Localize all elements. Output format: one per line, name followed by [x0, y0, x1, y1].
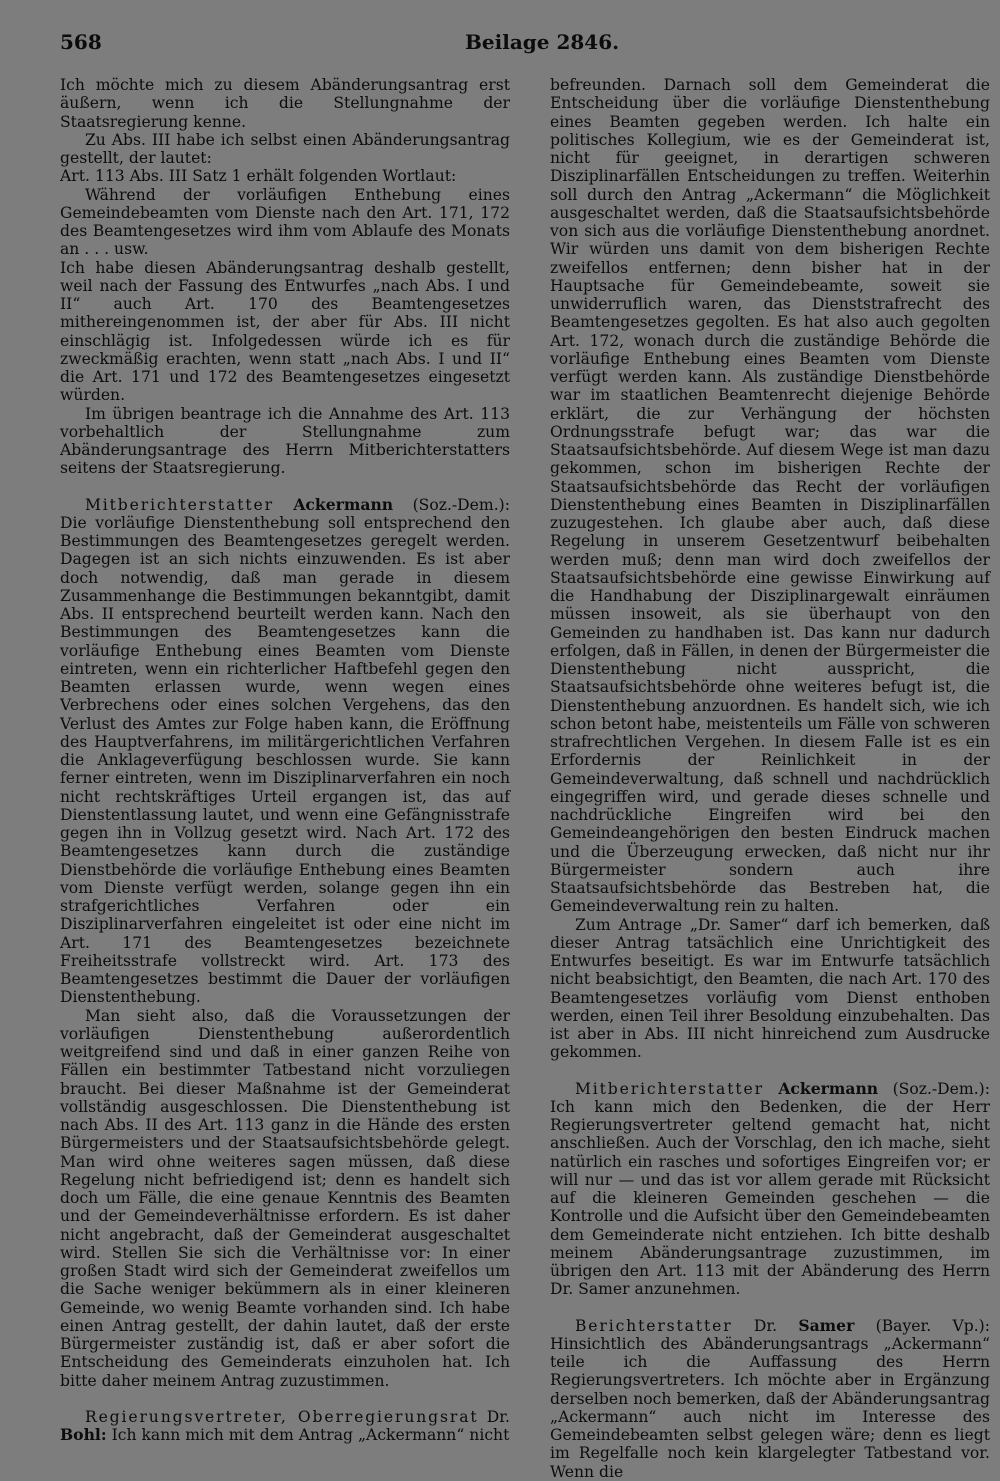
- paragraph: befreunden. Darnach soll dem Gemeinderat die Entscheidung über die vorläufige Dienstenthebung eines Beamten gegeben werden. Ich halte ein politisches Kollegium, wie es der Gemeinderat ist, nicht für geeignet, in derartigen schweren Disziplinarfällen Entscheidungen zu treffen. Weiterhin soll durch den Antrag „Ackermann“ die Möglichkeit ausgeschaltet werden, daß die Staatsaufsichtsbehörde von sich aus die vorläufige Dienstenthebung anordnet. Wir würden uns damit von dem bisherigen Rechte zweifellos entfernen; denn bisher hat in der Hauptsache für Gemeindebeamte, soweit sie unwiderruflich waren, das Dienststrafrecht des Beamtengesetzes gegolten. Es hat also auch gegolten Art. 172, wonach durch die zuständige Behörde die vorläufige Enthebung eines Beamten vom Dienste verfügt werden kann. Als zuständige Dienstbehörde war im staatlichen Beamtenrecht diejenige Behörde erklärt, die zur Verhängung der höchsten Ordnungsstrafe befugt war; das war die Staatsaufsichtsbehörde. Auf diesem Wege ist man dazu gekommen, schon im bisherigen Rechte der Staatsaufsichtsbehörde das Recht der vorläufigen Dienstenthebung eines Beamten in Disziplinarfällen zuzugestehen. Ich glaube aber auch, daß diese Regelung in unserem Gesetzentwurf beibehalten werden muß; denn man wird doch zweifellos der Staatsaufsichtsbehörde eine gewisse Einwirkung auf die Handhabung der Disziplinargewalt einräumen müssen insoweit, als sie überhaupt von den Gemeinden zu handhaben ist. Das kann nur dadurch erfolgen, daß in Fällen, in denen der Bürgermeister die Dienstenthebung nicht ausspricht, die Staatsaufsichtsbehörde ohne weiteres befugt ist, die Dienstenthebung anzuordnen. Es handelt sich, wie ich schon betont habe, meistenteils um Fälle von schweren strafrechtlichen Vergehen. In diesem Falle ist es ein Erfordernis der Reinlichkeit in der Gemeindeverwaltung, daß schnell und nachdrücklich eingegriffen wird, und gerade dieses schnelle und nachdrückliche Eingreifen wird bei den Gemeindeangehörigen den besten Eindruck machen und die Überzeugung erwecken, daß nicht nur ihr Bürgermeister sondern auch ihre Staatsaufsichtsbehörde das Bestreben hat, die Gemeindeverwaltung rein zu halten.: [550, 76, 990, 916]
- speaker-party: (Soz.-Dem.):: [412, 495, 510, 514]
- paragraph: Man sieht also, daß die Voraussetzungen der vorläufigen Dienstenthebung außerordentlich weitgreifend sind und daß in einer ganzen Reihe von Fällen ein bestimmter Tatbestand nicht vorzuliegen braucht. Bei dieser Maßnahme ist der Gemeinderat vollständig ausgeschlossen. Die Dienstenthebung ist nach Abs. II des Art. 113 ganz in die Hände des ersten Bürgermeisters und der Staatsaufsichtsbehörde gelegt. Man wird ohne weiteres sagen müssen, daß diese Regelung nicht befriedigend ist; denn es handelt sich doch um Fälle, die eine genaue Kenntnis des Beamten und der Gemeindeverhältnisse erfordern. Es ist daher nicht angebracht, daß der Gemeinderat ausgeschaltet wird. Stellen Sie sich die Verhältnisse vor: In einer großen Stadt wird sich der Gemeinderat zweifellos um die Sache weniger bekümmern als in einer kleineren Gemeinde, wo wenig Beamte vorhanden sind. Ich habe einen Antrag gestellt, der dahin lautet, daß der erste Bürgermeister zuständig ist, daß er aber sofort die Entscheidung des Gemeinderats einzuholen hat. Ich bitte daher meinem Antrag zuzustimmen.: [60, 1006, 510, 1390]
- speech-samer: [550, 1317, 990, 1481]
- speech-text: Hinsichtlich des Abänderungsantrags „Ackermann“ teile ich die Auffassung des Herrn Regierungsvertreters. Ich möchte aber in Ergänzung derselben noch bemerken, daß der Abänderungsantrag „Ackermann“ auch nicht im Interesse des Gemeindebeamten selbst gelegen wäre; denn es liegt im Regelfalle noch kein klargelegter Tatbestand vor. Wenn die: [550, 1334, 990, 1481]
- running-title: Beilage 2846.: [465, 30, 620, 54]
- speaker-party: (Soz.-Dem.):: [892, 1079, 990, 1098]
- paragraph: Im übrigen beantrage ich die Annahme des Art. 113 vorbehaltlich der Stellungnahme zum Abänderungsantrage des Herrn Mitberichterstatters seitens der Staatsregierung.: [60, 404, 510, 478]
- speech-text: Ich kann mich mit dem Antrag „Ackermann“ nicht: [111, 1426, 510, 1444]
- speech-ackermann: [60, 496, 510, 1007]
- speaker-name: Ackermann: [778, 1078, 879, 1098]
- speaker-name: Ackermann: [293, 494, 394, 514]
- page-header: [60, 30, 990, 60]
- paragraph: Ich möchte mich zu diesem Abänderungsantrag erst äußern, wenn ich die Stellungnahme der Staatsregierung kenne.: [60, 76, 510, 131]
- paragraph: Zu Abs. III habe ich selbst einen Abänderungsantrag gestellt, der lautet:: [60, 130, 510, 167]
- quoted-amendment-text: Während der vorläufigen Enthebung eines Gemeindebeamten vom Dienste nach den Art. 171, 172 des Beamtengesetzes wird ihm vom Ablaufe des Monats an . . . usw.: [60, 185, 510, 259]
- speaker-name: Bohl:: [60, 1425, 107, 1444]
- paragraph: Ich habe diesen Abänderungsantrag deshalb gestellt, weil nach der Fassung des Entwurfes „nach Abs. I und II“ auch Art. 170 des Beamtengesetzes mithereingenommen ist, der aber für Abs. III nicht einschlägig ist. Infolgedessen würde ich es für zweckmäßig erachten, wenn statt „nach Abs. I und II“ die Art. 171 und 172 des Beamtengesetzes eingesetzt würden.: [60, 258, 510, 405]
- paragraph: Zum Antrage „Dr. Samer“ darf ich bemerken, daß dieser Antrag tatsächlich eine Unrichtigkeit des Entwurfes beseitigt. Es war im Entwurfe tatsächlich nicht beabsichtigt, den Beamten, die nach Art. 170 des Beamtengesetzes vorläufig vom Dienst enthoben werden, einen Teil ihrer Besoldung einzubehalten. Das ist aber in Abs. III nicht hinreichend zum Ausdrucke gekommen.: [550, 915, 990, 1062]
- speech-ackermann: [550, 1080, 990, 1299]
- speaker-name: Samer: [798, 1315, 855, 1335]
- speaker-title: Dr.: [486, 1407, 510, 1426]
- speaker-role: Regierungsvertreter, Oberregierungsrat: [84, 1407, 479, 1426]
- speaker-role: Mitberichterstatter: [574, 1079, 764, 1098]
- speaker-role: Berichterstatter: [574, 1316, 733, 1335]
- speech-text: Ich kann mich den Bedenken, die der Herr Regierungsvertreter geltend gemacht hat, nicht anschließen. Auch der Vorschlag, den ich mache, sieht natürlich ein rasches und sofortiges Eingreifen vor; er will nur — und das ist vor allem gerade mit Rücksicht auf die kleineren Gemeinden geschehen — die Kontrolle und die Aufsicht über den Gemeindebeamten dem Gemeinderate nicht entziehen. Ich bitte deshalb meinem Abänderungsantrage zuzustimmen, im übrigen den Art. 113 mit der Abänderung des Herrn Dr. Samer anzunehmen.: [550, 1097, 990, 1299]
- quoted-amendment-heading: Art. 113 Abs. III Satz 1 erhält folgenden Wortlaut:: [60, 167, 457, 186]
- left-column: [60, 76, 510, 1444]
- speaker-role: Mitberichterstatter: [84, 495, 274, 514]
- speech-bohl: [60, 1408, 510, 1445]
- speaker-title: Dr.: [753, 1316, 778, 1335]
- speaker-party: (Bayer. Vp.):: [875, 1316, 990, 1335]
- right-column: [550, 76, 990, 1481]
- page-number: 568: [60, 30, 102, 54]
- speech-text: Die vorläufige Dienstenthebung soll entsprechend den Bestimmungen des Beamtengesetzes geregelt werden. Dagegen ist an sich nichts einzuwenden. Es ist aber doch notwendig, daß man gerade in diesem Zusammenhange die Bestimmungen bekanntgibt, damit Abs. II entsprechend beurteilt werden kann. Nach den Bestimmungen des Beamtengesetzes kann die vorläufige Enthebung eines Beamten vom Dienste eintreten, wenn ein richterlicher Haftbefehl gegen den Beamten erlassen wurde, wenn wegen eines Verbrechens oder eines solchen Vergehens, das den Verlust des Amtes zur Folge haben kann, die Eröffnung des Hauptverfahrens, im militärgerichtlichen Verfahren die Anklageverfügung beschlossen wurde. Sie kann ferner eintreten, wenn im Disziplinarverfahren ein noch nicht rechtskräftiges Urteil ergangen ist, das auf Dienstentlassung lautet, und wenn eine Gefängnisstrafe gegen ihn in Vollzug gesetzt wird. Nach Art. 172 des Beamtengesetzes kann durch die zuständige Dienstbehörde die vorläufige Enthebung eines Beamten vom Dienste verfügt werden, solange gegen ihn ein strafgerichtliches Verfahren oder ein Disziplinarverfahren eingeleitet ist oder eine nicht im Art. 171 des Beamtengesetzes bezeichnete Freiheitsstrafe vollstreckt wird. Art. 173 des Beamtengesetzes bestimmt die Dauer der vorläufigen Dienstenthebung.: [60, 513, 510, 1007]
